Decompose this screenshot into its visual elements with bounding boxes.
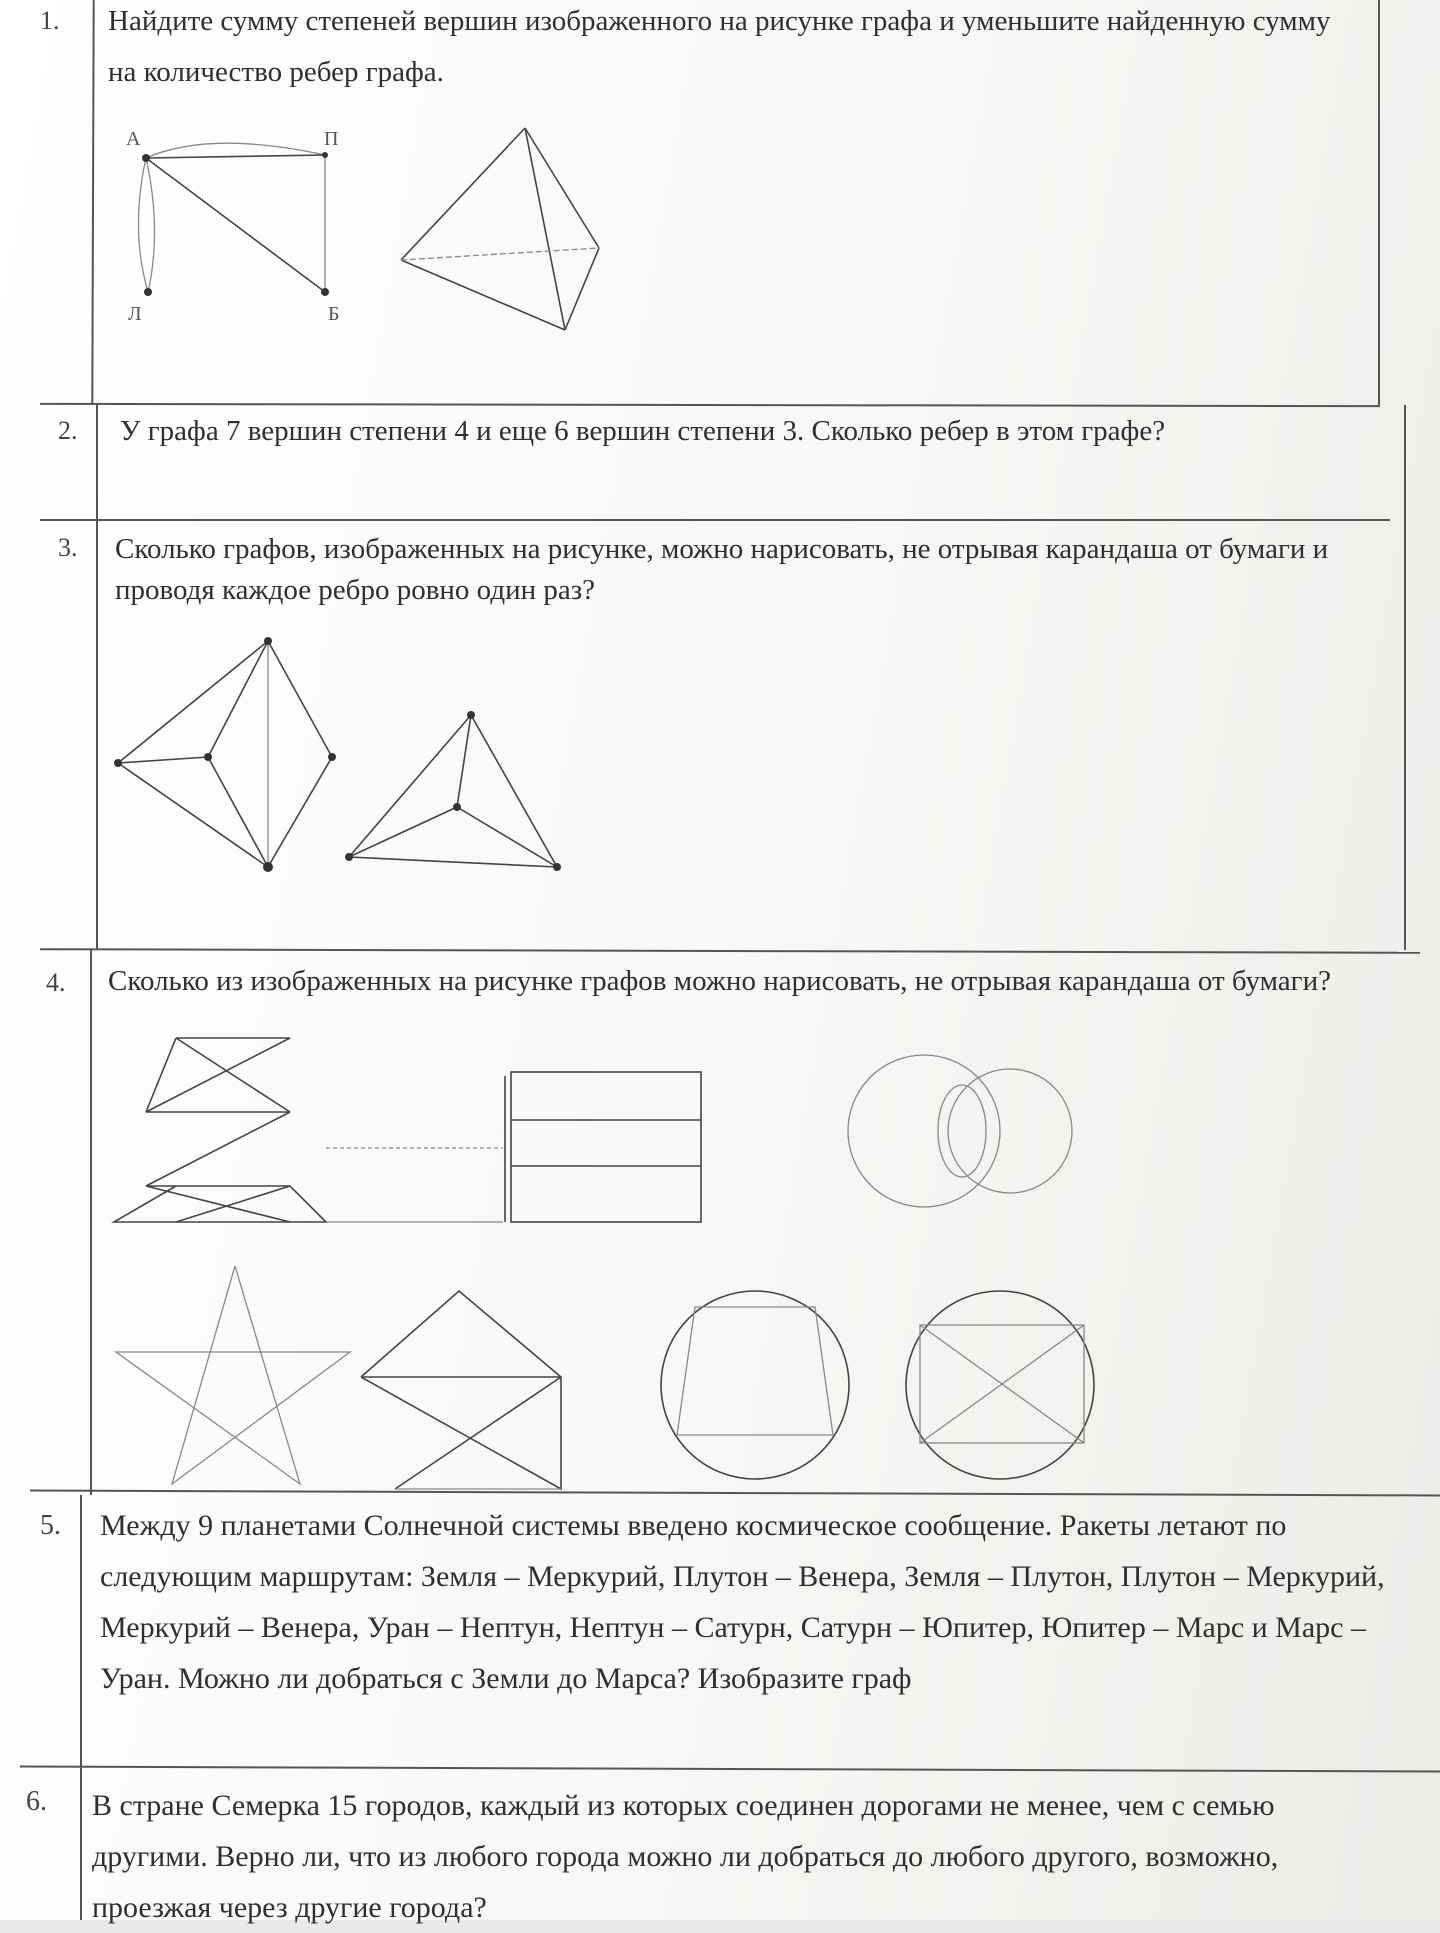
question-1-text	[108, 2, 1368, 92]
graph-edge	[176, 1186, 290, 1222]
text-line: Меркурий – Венера, Уран – Нептун, Нептун – Сатурн, Сатурн – Юпитер, Юпитер – Марс и Марс –	[100, 1611, 1366, 1644]
question-number: 4.	[46, 968, 66, 997]
text-line: Уран. Можно ли добраться с Земли до Марса? Изобразите граф	[100, 1662, 912, 1695]
graph-edge	[565, 248, 599, 330]
graph-vertex	[142, 154, 150, 162]
graph-vertex	[553, 863, 561, 871]
graph-edge	[114, 1038, 326, 1222]
graph-edge	[118, 641, 268, 763]
question-number: 6.	[26, 1786, 47, 1817]
question-5-text	[100, 1500, 1440, 1704]
right-border	[1404, 405, 1406, 950]
graph-edge	[118, 763, 268, 867]
graph-vertex	[345, 853, 353, 861]
vertex-label: Л	[128, 303, 142, 325]
graph-edge	[525, 128, 565, 330]
graph-vertex	[321, 288, 329, 296]
number-column-divider	[91, 0, 94, 405]
question-number: 5.	[40, 1510, 61, 1541]
figure-4-circle-cross	[900, 1285, 1100, 1485]
figure-1-graph	[120, 120, 360, 340]
row-divider	[40, 519, 1390, 521]
text-line: на количество ребер графа.	[108, 56, 444, 88]
text-line: В стране Семерка 15 городов, каждый из которых соединен дорогами не менее, чем с семью	[92, 1789, 1275, 1822]
graph-vertex	[328, 753, 336, 761]
row-divider	[20, 1766, 1440, 1773]
graph-vertex	[467, 711, 475, 719]
graph-edge	[471, 715, 557, 867]
text-line: У графа 7 вершин степени 4 и еще 6 вершин степени 3. Сколько ребер в этом графе?	[120, 415, 1166, 447]
graph-edge	[401, 260, 565, 330]
graph-edge	[349, 715, 471, 857]
text-line: другими. Верно ли, что из любого города можно ли добраться до любого другого, возможно,	[92, 1840, 1279, 1873]
graph-vertex	[264, 637, 272, 645]
number-column-divider	[90, 950, 92, 1495]
graph-edge	[146, 1186, 290, 1222]
text-line: Сколько из изображенных на рисунке графов можно нарисовать, не отрывая карандаша от бумаги?	[108, 965, 1331, 997]
graph-edge	[268, 757, 332, 867]
figure-4-circle-trapezoid	[655, 1285, 855, 1485]
figure-4-circles	[840, 1045, 1140, 1205]
graph-edge	[677, 1307, 833, 1435]
graph-edge	[146, 1038, 176, 1112]
graph-edge	[938, 1085, 986, 1177]
graph-edge	[208, 757, 268, 867]
graph-edge	[457, 807, 557, 867]
graph-edge	[948, 1069, 1072, 1193]
text-line: Сколько графов, изображенных на рисунке, можно нарисовать, не отрывая карандаша от бумаги и	[115, 533, 1329, 565]
question-6-text	[92, 1780, 1432, 1933]
graph-edge	[118, 757, 208, 763]
graph-edge	[116, 1266, 350, 1484]
graph-vertex	[114, 759, 122, 767]
figure-4-envelope	[355, 1285, 565, 1495]
vertex-label: А	[126, 128, 141, 150]
figure-4-star	[110, 1262, 360, 1492]
number-column-divider	[96, 405, 98, 950]
row-divider	[40, 403, 1380, 407]
graph-edge	[146, 155, 325, 158]
text-line: Между 9 планетами Солнечной системы введено космическое сообщение. Ракеты летают по	[100, 1509, 1287, 1542]
graph-edge	[146, 158, 155, 292]
number-column-divider	[80, 1495, 82, 1920]
row-divider	[40, 948, 1420, 954]
question-4-text	[108, 962, 1428, 1001]
text-line: Найдите сумму степеней вершин изображенного на рисунке графа и уменьшите найденную сумму	[108, 5, 1331, 37]
graph-edge	[401, 248, 599, 260]
question-number: 1.	[40, 6, 60, 35]
figure-3-graph-2	[345, 705, 565, 880]
question-number: 3.	[58, 533, 78, 562]
graph-edge	[349, 857, 557, 867]
graph-vertex	[453, 803, 461, 811]
right-border	[1378, 0, 1380, 405]
graph-edge	[349, 807, 457, 857]
graph-vertex	[263, 862, 273, 872]
text-line: следующим маршрутам: Земля – Меркурий, Плутон – Венера, Земля – Плутон, Плутон – Меркурий,	[100, 1560, 1385, 1593]
figure-1-tetrahedron	[395, 120, 615, 340]
graph-edge	[176, 1038, 290, 1112]
vertex-label: П	[324, 128, 339, 150]
figure-4-rectangles	[505, 1068, 705, 1228]
graph-vertex	[204, 753, 212, 761]
figure-3-graph-1	[110, 635, 350, 875]
graph-edge	[511, 1072, 701, 1222]
graph-edge	[268, 641, 332, 757]
vertex-label: Б	[328, 303, 340, 325]
question-number: 2.	[58, 416, 78, 445]
question-2-text	[120, 412, 1380, 451]
text-line: проводя каждое ребро ровно один раз?	[115, 574, 596, 606]
graph-edge	[401, 128, 525, 260]
graph-vertex	[144, 288, 152, 296]
graph-edge	[208, 641, 268, 757]
graph-edge	[395, 1377, 561, 1489]
figure-4-zigzag	[108, 1030, 338, 1230]
graph-edge	[146, 158, 325, 292]
graph-edge	[361, 1291, 561, 1489]
text-line: проезжая через другие города?	[92, 1891, 487, 1924]
graph-vertex	[322, 152, 328, 158]
question-3-text	[115, 530, 1405, 610]
graph-edge	[138, 158, 148, 292]
graph-edge	[661, 1291, 849, 1479]
